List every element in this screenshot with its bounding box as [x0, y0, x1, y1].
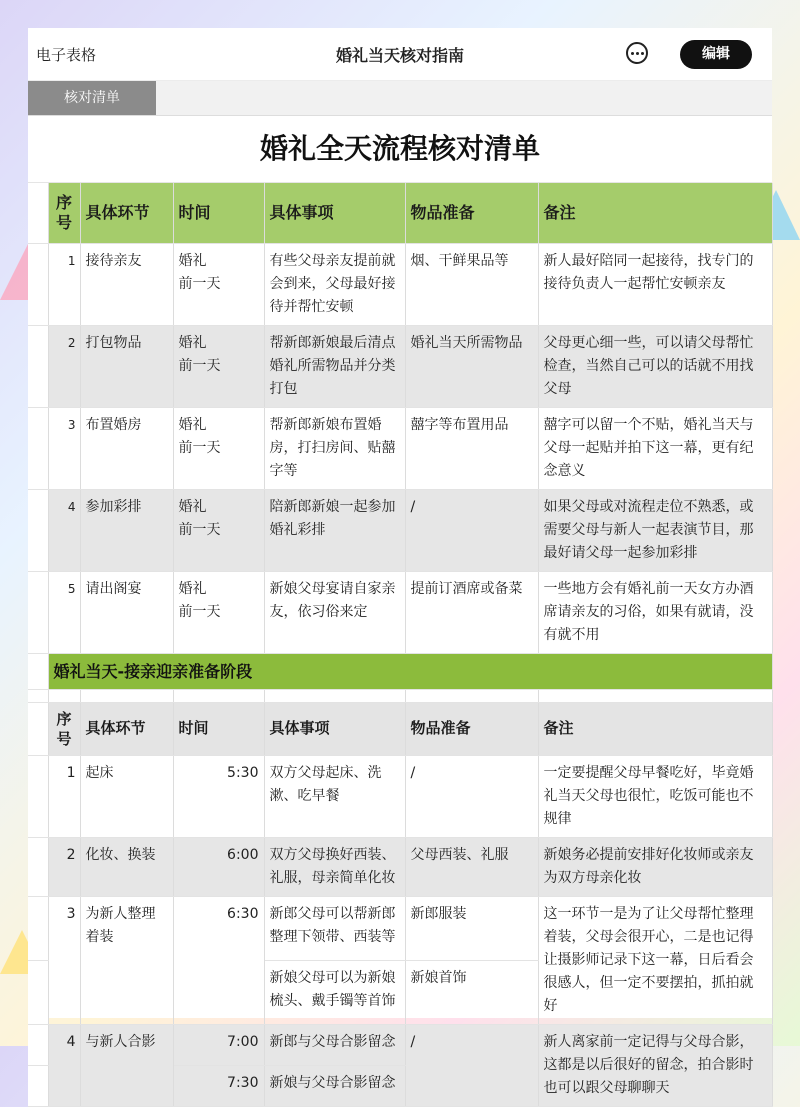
cell-no[interactable]: 5	[48, 571, 80, 653]
table-row[interactable]	[28, 755, 772, 837]
cell-note[interactable]: 新人离家前一定记得与父母合影，这都是以后很好的留念，拍合影时也可以跟父母聊聊天	[538, 1024, 772, 1106]
table-row[interactable]	[28, 489, 772, 571]
header-row-2	[28, 702, 772, 755]
table-row[interactable]	[28, 896, 772, 960]
cell-step[interactable]: 参加彩排	[80, 489, 173, 571]
col-header-step[interactable]: 具体环节	[80, 702, 173, 755]
table-row[interactable]	[28, 571, 772, 653]
spacer-row	[28, 689, 772, 702]
section-row	[28, 653, 772, 689]
cell-no[interactable]: 2	[48, 837, 80, 896]
cell-task[interactable]: 新娘与父母合影留念	[264, 1065, 405, 1106]
cell-items[interactable]: 提前订酒席或备菜	[405, 571, 538, 653]
cell-task[interactable]: 新娘父母可以为新娘梳头、戴手镯等首饰	[264, 960, 405, 1024]
more-options-icon[interactable]	[626, 42, 648, 64]
cell-items[interactable]: /	[405, 489, 538, 571]
col-header-note[interactable]: 备注	[538, 702, 772, 755]
col-header-items[interactable]: 物品准备	[405, 702, 538, 755]
cell-note[interactable]: 父母更心细一些，可以请父母帮忙检查，当然自己可以的话就不用找父母	[538, 325, 772, 407]
col-header-step[interactable]: 具体环节	[80, 183, 173, 243]
cell-step[interactable]: 与新人合影	[80, 1024, 173, 1106]
cell-time[interactable]: 婚礼 前一天	[173, 571, 264, 653]
cell-time[interactable]: 5:30	[173, 755, 264, 837]
cell-time[interactable]: 7:00	[173, 1024, 264, 1065]
col-header-no[interactable]: 序号	[48, 702, 80, 755]
table-row[interactable]	[28, 243, 772, 325]
col-header-task[interactable]: 具体事项	[264, 702, 405, 755]
sheet-tab-bar	[28, 81, 772, 116]
col-header-time[interactable]: 时间	[173, 183, 264, 243]
cell-step[interactable]: 布置婚房	[80, 407, 173, 489]
table-row[interactable]	[28, 325, 772, 407]
edit-button[interactable]: 编辑	[680, 40, 752, 69]
col-header-time[interactable]: 时间	[173, 702, 264, 755]
cell-task[interactable]: 帮新郎新娘最后清点婚礼所需物品并分类打包	[264, 325, 405, 407]
cell-time[interactable]: 婚礼 前一天	[173, 489, 264, 571]
table-row[interactable]	[28, 837, 772, 896]
cell-items[interactable]: 父母西装、礼服	[405, 837, 538, 896]
cell-task[interactable]: 双方父母换好西装、礼服，母亲简单化妆	[264, 837, 405, 896]
header-row-1	[28, 183, 772, 243]
cell-time[interactable]: 6:00	[173, 837, 264, 896]
cell-no[interactable]: 1	[48, 243, 80, 325]
cell-step[interactable]: 化妆、换装	[80, 837, 173, 896]
col-header-task[interactable]: 具体事项	[264, 183, 405, 243]
cell-time[interactable]: 6:30	[173, 896, 264, 1024]
col-header-no[interactable]: 序号	[48, 183, 80, 243]
cell-step[interactable]: 为新人整理着装	[80, 896, 173, 1024]
cell-task[interactable]: 新娘父母宴请自家亲友，依习俗来定	[264, 571, 405, 653]
table-row[interactable]	[28, 407, 772, 489]
spreadsheet-window	[28, 28, 772, 1096]
col-header-note[interactable]: 备注	[538, 183, 772, 243]
cell-time[interactable]: 婚礼 前一天	[173, 325, 264, 407]
cell-items[interactable]: 婚礼当天所需物品	[405, 325, 538, 407]
top-bar	[28, 28, 772, 81]
cell-note[interactable]: 一定要提醒父母早餐吃好，毕竟婚礼当天父母也很忙，吃饭可能也不规律	[538, 755, 772, 837]
cell-task[interactable]: 陪新郎新娘一起参加婚礼彩排	[264, 489, 405, 571]
cell-note[interactable]: 如果父母或对流程走位不熟悉，或需要父母与新人一起表演节目，那最好请父母一起参加彩排	[538, 489, 772, 571]
col-header-items[interactable]: 物品准备	[405, 183, 538, 243]
tab-checklist[interactable]: 核对清单	[28, 81, 156, 115]
app-name: 电子表格	[36, 46, 97, 64]
cell-time[interactable]: 婚礼 前一天	[173, 243, 264, 325]
cell-no[interactable]: 4	[48, 489, 80, 571]
cell-time[interactable]: 婚礼 前一天	[173, 407, 264, 489]
checklist-table	[28, 183, 773, 1107]
cell-task[interactable]: 帮新郎新娘布置婚房，打扫房间、贴囍字等	[264, 407, 405, 489]
cell-step[interactable]: 打包物品	[80, 325, 173, 407]
cell-task[interactable]: 新郎父母可以帮新郎整理下领带、西装等	[264, 896, 405, 960]
cell-task[interactable]: 双方父母起床、洗漱、吃早餐	[264, 755, 405, 837]
cell-no[interactable]: 3	[48, 896, 80, 1024]
cell-task[interactable]: 新郎与父母合影留念	[264, 1024, 405, 1065]
cell-note[interactable]: 这一环节一是为了让父母帮忙整理着装，父母会很开心，二是也记得让摄影师记录下这一幕，日后看会很感人，但一定不要摆拍，抓拍就好	[538, 896, 772, 1024]
cell-items[interactable]: 新郎服装	[405, 896, 538, 960]
cell-items[interactable]: 囍字等布置用品	[405, 407, 538, 489]
cell-task[interactable]: 有些父母亲友提前就会到来，父母最好接待并帮忙安顿	[264, 243, 405, 325]
cell-note[interactable]: 新人最好陪同一起接待，找专门的接待负责人一起帮忙安顿亲友	[538, 243, 772, 325]
cell-items[interactable]: /	[405, 755, 538, 837]
cell-note[interactable]: 囍字可以留一个不贴，婚礼当天与父母一起贴并拍下这一幕，更有纪念意义	[538, 407, 772, 489]
cell-no[interactable]: 1	[48, 755, 80, 837]
cell-step[interactable]: 起床	[80, 755, 173, 837]
sheet-title: 婚礼全天流程核对清单	[28, 116, 772, 183]
cell-items[interactable]: /	[405, 1024, 538, 1106]
cell-time[interactable]: 7:30	[173, 1065, 264, 1106]
cell-items[interactable]: 烟、干鲜果品等	[405, 243, 538, 325]
table-row[interactable]	[28, 1024, 772, 1065]
section-title[interactable]: 婚礼当天-接亲迎亲准备阶段	[48, 653, 772, 689]
cell-step[interactable]: 请出阁宴	[80, 571, 173, 653]
cell-items[interactable]: 新娘首饰	[405, 960, 538, 1024]
cell-step[interactable]: 接待亲友	[80, 243, 173, 325]
cell-no[interactable]: 3	[48, 407, 80, 489]
cell-no[interactable]: 2	[48, 325, 80, 407]
document-title: 婚礼当天核对指南	[335, 46, 464, 65]
cell-note[interactable]: 一些地方会有婚礼前一天女方办酒席请亲友的习俗，如果有就请，没有就不用	[538, 571, 772, 653]
cell-no[interactable]: 4	[48, 1024, 80, 1106]
cell-note[interactable]: 新娘务必提前安排好化妆师或亲友为双方母亲化妆	[538, 837, 772, 896]
